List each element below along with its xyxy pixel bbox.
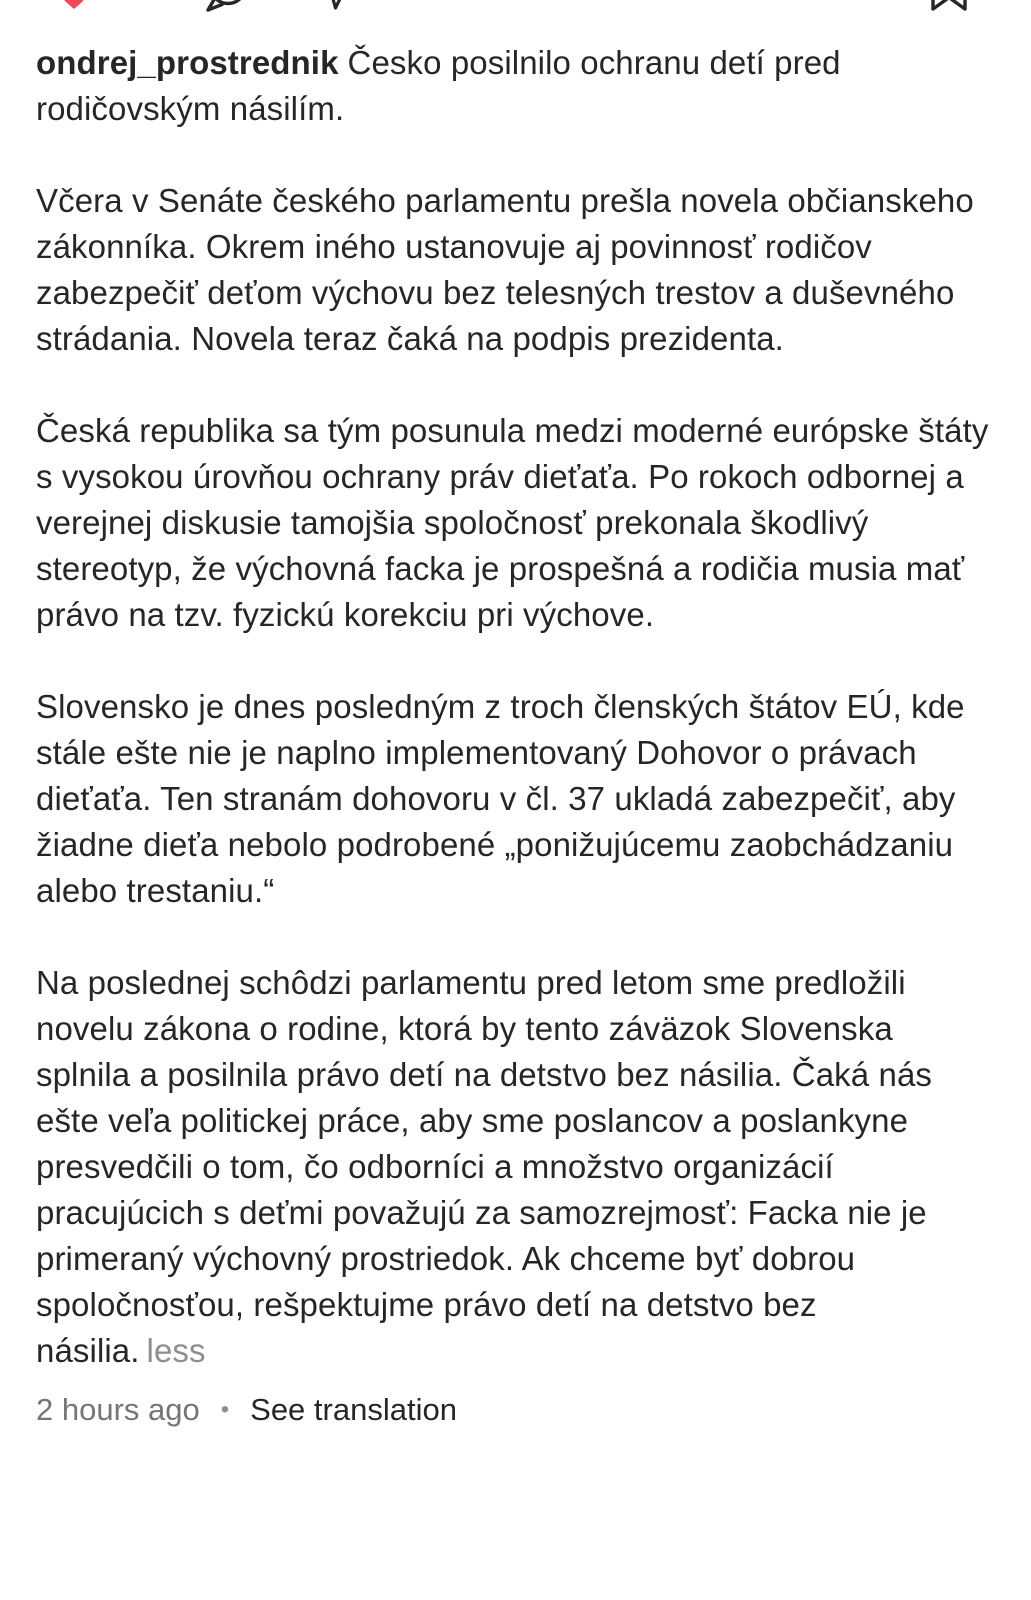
share-button[interactable] [311, 0, 359, 13]
bookmark-icon [925, 0, 973, 13]
post-action-bar [0, 0, 1031, 13]
post-meta-row [36, 1390, 995, 1430]
see-translation-link[interactable]: See translation [250, 1392, 457, 1427]
dot-separator: • [220, 1396, 230, 1423]
caption-paragraph: Česká republika sa tým posunula medzi moderné európske štáty s vysokou úrovňou ochrany práv dieťaťa. Po rokoch odbornej a verejnej diskusie tamojšia spoločnosť prekonala škodlivý stereotyp, že výchovná facka je prospešná a rodičia musia mať právo na tzv. fyzickú korekciu pri výchove. [36, 412, 989, 633]
username-link[interactable]: ondrej_prostrednik [36, 44, 339, 81]
caption-paragraph: Slovensko je dnes posledným z troch členských štátov EÚ, kde stále ešte nie je naplno implementovaný Dohovor o právach dieťaťa. Ten stranám dohovoru v čl. 37 ukladá zabezpečiť, aby žiadne dieťa nebolo podrobené „ponižujúcemu zaobchádzaniu alebo trestaniu.“ [36, 688, 965, 909]
caption-text: Česko posilnilo ochranu detí pred rodičovským násilím. [36, 44, 841, 127]
caption-text: Na poslednej schôdzi parlamentu pred letom sme predložili novelu zákona o rodine, ktorá by tento záväzok Slovenska splnila a posilnila právo detí na detstvo bez násilia. Čaká nás ešte veľa politickej práce, aby sme poslancov a poslankyne presvedčili o tom, čo odborníci a množstvo organizácií pracujúcich s deťmi považujú za samozrejmosť: Facka nie je primeraný výchovný prostriedok. Ak chceme byť dobrou spoločnosťou, rešpektujme právo detí na detstvo bez násilia. [36, 964, 932, 1369]
like-button[interactable] [50, 0, 98, 13]
comment-button[interactable] [203, 0, 251, 13]
caption-paragraph: Včera v Senáte českého parlamentu prešla novela občianskeho zákonníka. Okrem iného ustanovuje aj povinnosť rodičov zabezpečiť deťom výchovu bez telesných trestov a duševného strádania. Novela teraz čaká na podpis prezidenta. [36, 182, 974, 357]
post-caption [36, 40, 995, 1374]
caption-paragraph [36, 960, 995, 1374]
collapse-caption-link[interactable]: less [146, 1332, 206, 1369]
timestamp: 2 hours ago [36, 1392, 200, 1427]
speech-bubble-icon [203, 0, 251, 13]
paper-plane-icon [311, 0, 359, 13]
heart-filled-icon [50, 0, 98, 13]
caption-paragraph [36, 40, 995, 132]
save-button[interactable] [925, 0, 973, 13]
